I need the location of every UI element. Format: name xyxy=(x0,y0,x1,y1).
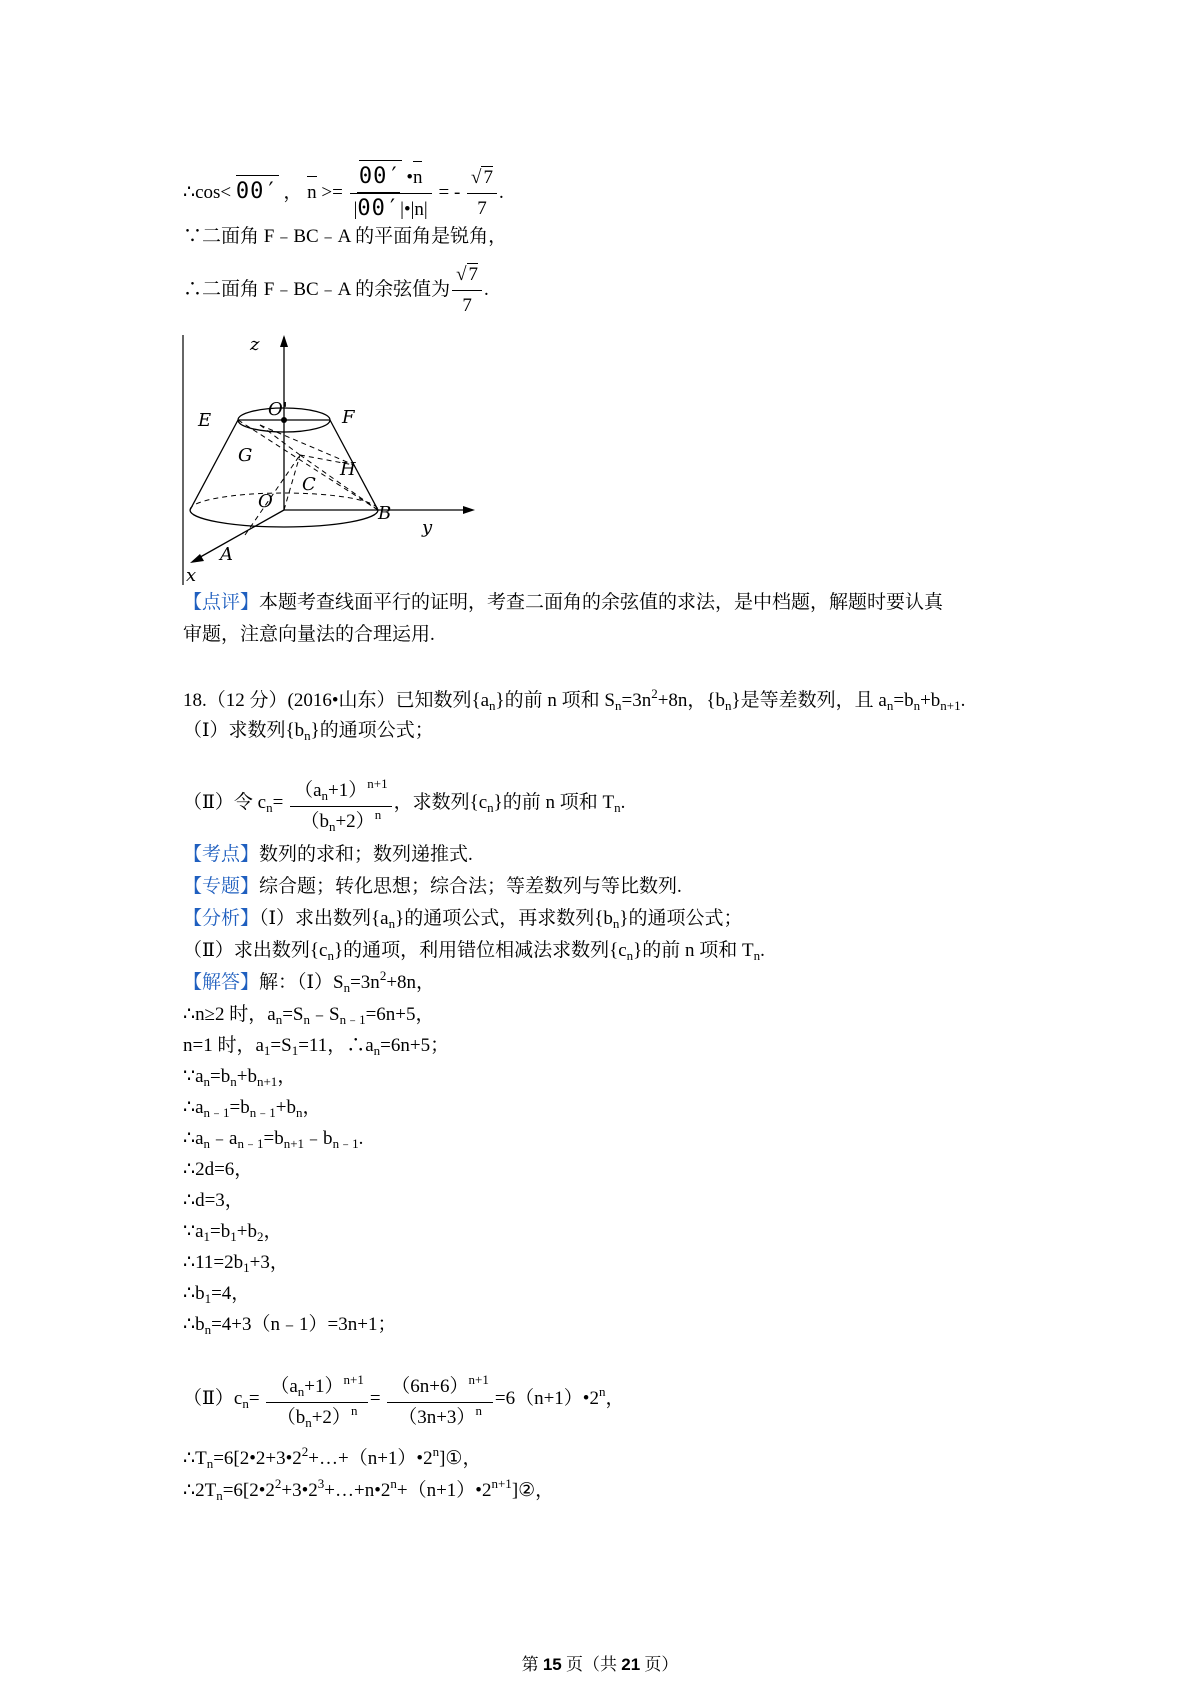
solution-line: ∴2d=6， xyxy=(183,1159,254,1180)
tn-line-2: $\therefore 2T_n=6[2•2^2+3•2^3+\dots+n•2^n+(n+1)•2^{n+1}]②$， xyxy=(183,1476,555,1503)
cosine-value-line: ∴二面角 F﹣BC﹣A 的余弦值为 $\frac{√ 7}{7}$ . xyxy=(183,262,489,319)
problem-part2: （Ⅱ）令 $c_n=$ $\frac{(a_n+1)^{n+1}}{(b_n+2)^n}$ ，求数列$\{c_n\}$的前 n 项和 $T_n$. xyxy=(183,772,625,835)
cos-formula-line: ∴cos< 00′ ， n >= $\frac{00' •n}{|00'|•|n|}$ = - $\frac{√ 7}{7}$ . xyxy=(183,164,504,221)
cn-derivation-fraction-1: $\frac{(a_n+1)^{n+1}}{(b_n+2)^n}$ xyxy=(266,1368,368,1431)
comment-line-1: 【点评】本题考查线面平行的证明，考查二面角的余弦值的求法，是中档题，解题时要认真 xyxy=(183,592,944,613)
label-H: H xyxy=(340,459,356,480)
jieda-tag: 【解答】 xyxy=(183,972,260,993)
kaodian-tag: 【考点】 xyxy=(183,844,260,865)
fenxi-line-1: 【分析】（Ⅰ）求出数列$\{a_n\}$的通项公式，再求数列$\{b_n\}$的通项公式； xyxy=(183,908,743,931)
solution-line: $\therefore b_1=4$， xyxy=(183,1283,251,1306)
solution-line: $\therefore a_{n﹣1}=b_{n﹣1}+b_n$， xyxy=(183,1097,322,1120)
zhuanti-line: 【专题】综合题；转化思想；综合法；等差数列与等比数列. xyxy=(183,876,682,897)
cos-fraction: $\frac{00' •n}{|00'|•|n|}$ xyxy=(350,164,432,223)
vector-oo-prime: 00′ xyxy=(235,178,279,204)
solution-line: n=1 时，$a_1=S_1=11$，$\therefore a_n=6n+5$； xyxy=(183,1035,450,1058)
comment-tag: 【点评】 xyxy=(183,592,260,613)
solution-line: $\therefore 11=2b_1+3$， xyxy=(183,1252,289,1275)
solution-line: $\therefore a_n﹣a_{n﹣1}=b_{n+1}﹣b_{n﹣1}$. xyxy=(183,1128,364,1151)
label-E: E xyxy=(198,410,212,431)
fenxi-tag: 【分析】 xyxy=(183,908,260,929)
frustum-figure xyxy=(180,335,480,585)
solution-line: $\because a_n=b_n+b_{n+1}$， xyxy=(183,1066,297,1089)
label-x: x xyxy=(186,565,197,585)
page-footer: 第 15 页（共 21 页） xyxy=(521,1655,679,1674)
zhuanti-tag: 【专题】 xyxy=(183,876,260,897)
x-axis xyxy=(195,510,284,560)
problem-part1: （Ⅰ）求数列$\{b_n\}$的通项公式； xyxy=(183,720,434,743)
cn-derivation-line: $(Ⅱ)c_n=$ $\frac{(a_n+1)^{n+1}}{(b_n+2)^n}$ = $\frac{(6n+6)^{n+1}}{(3n+3)^n}$ $=6(n+1)•2^n$， xyxy=(183,1368,624,1431)
kaodian-line: 【考点】数列的求和；数列递推式. xyxy=(183,844,473,865)
acute-angle-line: ∵二面角 F﹣BC﹣A 的平面角是锐角， xyxy=(183,226,508,247)
fenxi-line-2: （Ⅱ）求出数列$\{c_n\}$的通项，利用错位相减法求数列$\{c_n\}$的前 n 项和 $T_n$. xyxy=(183,940,765,963)
vector-n: n xyxy=(307,180,317,206)
label-O: O xyxy=(258,491,273,512)
tn-line-1: $\therefore T_n=6[2•2+3•2^2+\dots+(n+1)•2^n]①$， xyxy=(183,1444,482,1471)
label-z: z xyxy=(250,335,260,355)
solution-line: $\because a_1=b_1+b_2$， xyxy=(183,1221,283,1244)
cn-derivation-fraction-2: $\frac{(6n+6)^{n+1}}{(3n+3)^n}$ xyxy=(387,1368,493,1431)
label-F: F xyxy=(342,407,355,428)
comment-line-2: 审题，注意向量法的合理运用. xyxy=(183,624,435,645)
solution-line: ∴d=3， xyxy=(183,1190,244,1211)
neg-sqrt7-over-7: $\frac{√ 7}{7}$ xyxy=(467,165,497,222)
label-B: B xyxy=(378,503,392,524)
solution-line: ∴n≥2 时，$a_n=S_n﹣S_{n﹣1}=6n+5$， xyxy=(183,1004,435,1027)
label-y: y xyxy=(422,517,433,538)
problem-18-header: 18.（12 分）(2016•山东）已知数列$\{a_n\}$的前 n 项和 $S_n=3n^2+8n$，$\{b_n\}$是等差数列，且 $a_n=b_n+b_{n+1}$. xyxy=(183,686,966,713)
label-O-prime: O' xyxy=(268,399,288,420)
sqrt7-over-7: $\frac{√ 7}{7}$ xyxy=(452,262,482,319)
cn-fraction: $\frac{(a_n+1)^{n+1}}{(b_n+2)^n}$ xyxy=(290,772,392,835)
total-pages: 21 xyxy=(621,1655,641,1674)
page-number: 15 xyxy=(542,1655,562,1674)
label-G: G xyxy=(238,445,253,466)
jieda-line: 【解答】解：$(Ⅰ)S_n=3n^2+8n$， xyxy=(183,968,436,995)
solution-line: $\therefore b_n=4+3(n﹣1)=3n+1$； xyxy=(183,1314,397,1337)
label-C: C xyxy=(302,474,316,495)
label-A: A xyxy=(220,544,233,565)
